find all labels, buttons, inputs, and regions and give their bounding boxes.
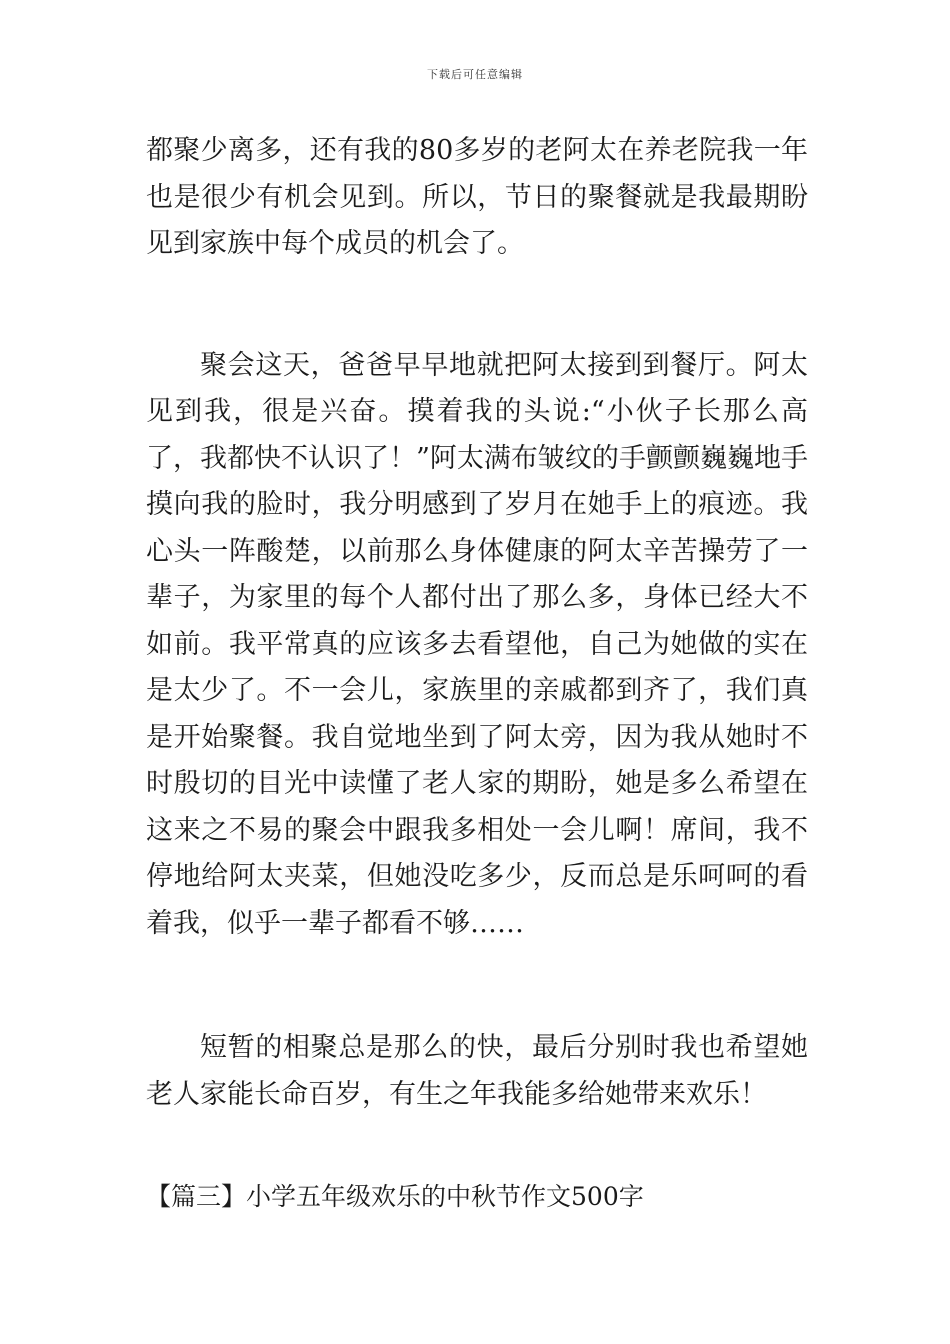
paragraph-spacer	[146, 1118, 808, 1174]
paragraph-spacer	[146, 947, 808, 1025]
document-body	[146, 128, 808, 1220]
paragraph-farewell: 短暂的相聚总是那么的快，最后分别时我也希望她老人家能长命百岁，有生之年我能多给她带来欢乐！	[146, 1032, 808, 1110]
paragraph-spacer	[146, 268, 808, 343]
paragraph-continuation: 都聚少离多，还有我的80多岁的老阿太在养老院我一年也是很少有机会见到。所以，节日的聚餐就是我最期盼见到家族中每个成员的机会了。	[146, 135, 808, 259]
page-header-note: 下载后可任意编辑	[427, 68, 523, 81]
section-heading: 【篇三】小学五年级欢乐的中秋节作文500字	[146, 1182, 644, 1211]
paragraph-gathering: 聚会这天，爸爸早早地就把阿太接到到餐厅。阿太见到我，很是兴奋。摸着我的头说:“小伙子长那么高了，我都快不认识了！”阿太满布皱纹的手颤颤巍巍地手摸向我的脸时，我分明感到了岁月在她手上的痕迹。我心头一阵酸楚，以前那么身体健康的阿太辛苦操劳了一辈子，为家里的每个人都付出了那么多，身体已经大不如前。我平常真的应该多去看望他，自己为她做的实在是太少了。不一会儿，家族里的亲戚都到齐了，我们真是开始聚餐。我自觉地坐到了阿太旁，因为我从她时不时殷切的目光中读懂了老人家的期盼，她是多么希望在这来之不易的聚会中跟我多相处一会儿啊！席间，我不停地给阿太夹菜，但她没吃多少，反而总是乐呵呵的看着我，似乎一辈子都看不够……	[146, 349, 808, 939]
